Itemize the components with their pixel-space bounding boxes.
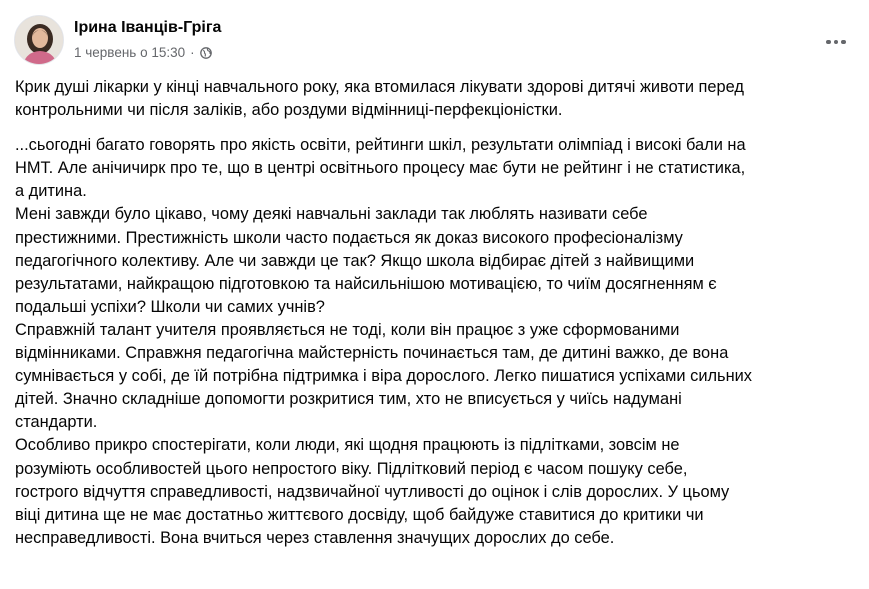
text-line: відмінниками. Справжня педагогічна майстерність починається там, де дитині важко, де вона [15, 344, 729, 363]
text-line: Мені завжди було цікаво, чому деякі навчальні заклади так люблять називати себе [15, 205, 648, 224]
post-timestamp[interactable]: 1 червень о 15:30 [74, 45, 186, 60]
more-horizontal-icon [826, 40, 846, 45]
post-text [15, 76, 857, 550]
globe-icon[interactable] [200, 47, 212, 59]
text-line: педагогічного колективу. Але чи завжди це так? Якщо школа відбирає дітей з найвищими [15, 251, 695, 270]
text-line: НМТ. Але анічичирк про те, що в центрі освітнього процесу має бути не рейтинг і не статистика, [15, 159, 746, 178]
text-line: а дитина. [15, 182, 87, 201]
avatar-photo [15, 16, 64, 65]
text-line: дітей. Значно складніше допомогти розкритися тим, хто не вписується у чиїсь надумані [15, 390, 682, 409]
meta-separator: · [190, 45, 195, 60]
text-line: розуміють особливостей цього непростого віку. Підлітковий період є часом пошуку себе, [15, 459, 688, 478]
text-line: несправедливості. Вона вчиться через ставлення значущих дорослих до себе. [15, 528, 615, 547]
text-line: сумнівається у собі, де їй потрібна підтримка і віра дорослого. Легко пишатися успіхами сильних [15, 367, 752, 386]
text-line: Справжній талант учителя проявляється не тоді, коли він працює з уже сформованими [15, 320, 680, 339]
text-line: Особливо прикро спостерігати, коли люди, які щодня працюють із підлітками, зовсім не [15, 436, 680, 455]
text-line: Крик душі лікарки у кінці навчального року, яка втомилася лікувати здорові дитячі животи перед [15, 78, 744, 96]
author-avatar[interactable] [14, 15, 64, 65]
text-line: гострого відчуття справедливості, надзвичайної чутливості до оцінок і слів дорослих. У цьому [15, 482, 730, 501]
text-line: престижними. Престижність школи часто подається як доказ високого професіоналізму [15, 228, 683, 247]
text-line: контрольними чи після заліків, або роздуми відмінниці-перфекціоністки. [15, 101, 563, 120]
post-header [14, 14, 854, 68]
text-line: стандарти. [15, 413, 98, 432]
more-options-button[interactable] [818, 24, 854, 60]
text-line: віці дитина ще не має достатньо життєвого досвіду, щоб байдуже ставитися до критики чи [15, 505, 704, 524]
text-line: ...сьогодні багато говорять про якість освіти, рейтинги шкіл, результати олімпіад і високі бали на [15, 136, 746, 155]
text-line: результатами, найкращою підготовкою та найсильнішою мотивацією, то чиїм досягненням є [15, 274, 717, 293]
text-line: подальші успіхи? Школи чи самих учнів? [15, 297, 325, 316]
author-name[interactable]: Ірина Іванців-Гріга [74, 19, 222, 36]
post-meta [74, 45, 212, 60]
